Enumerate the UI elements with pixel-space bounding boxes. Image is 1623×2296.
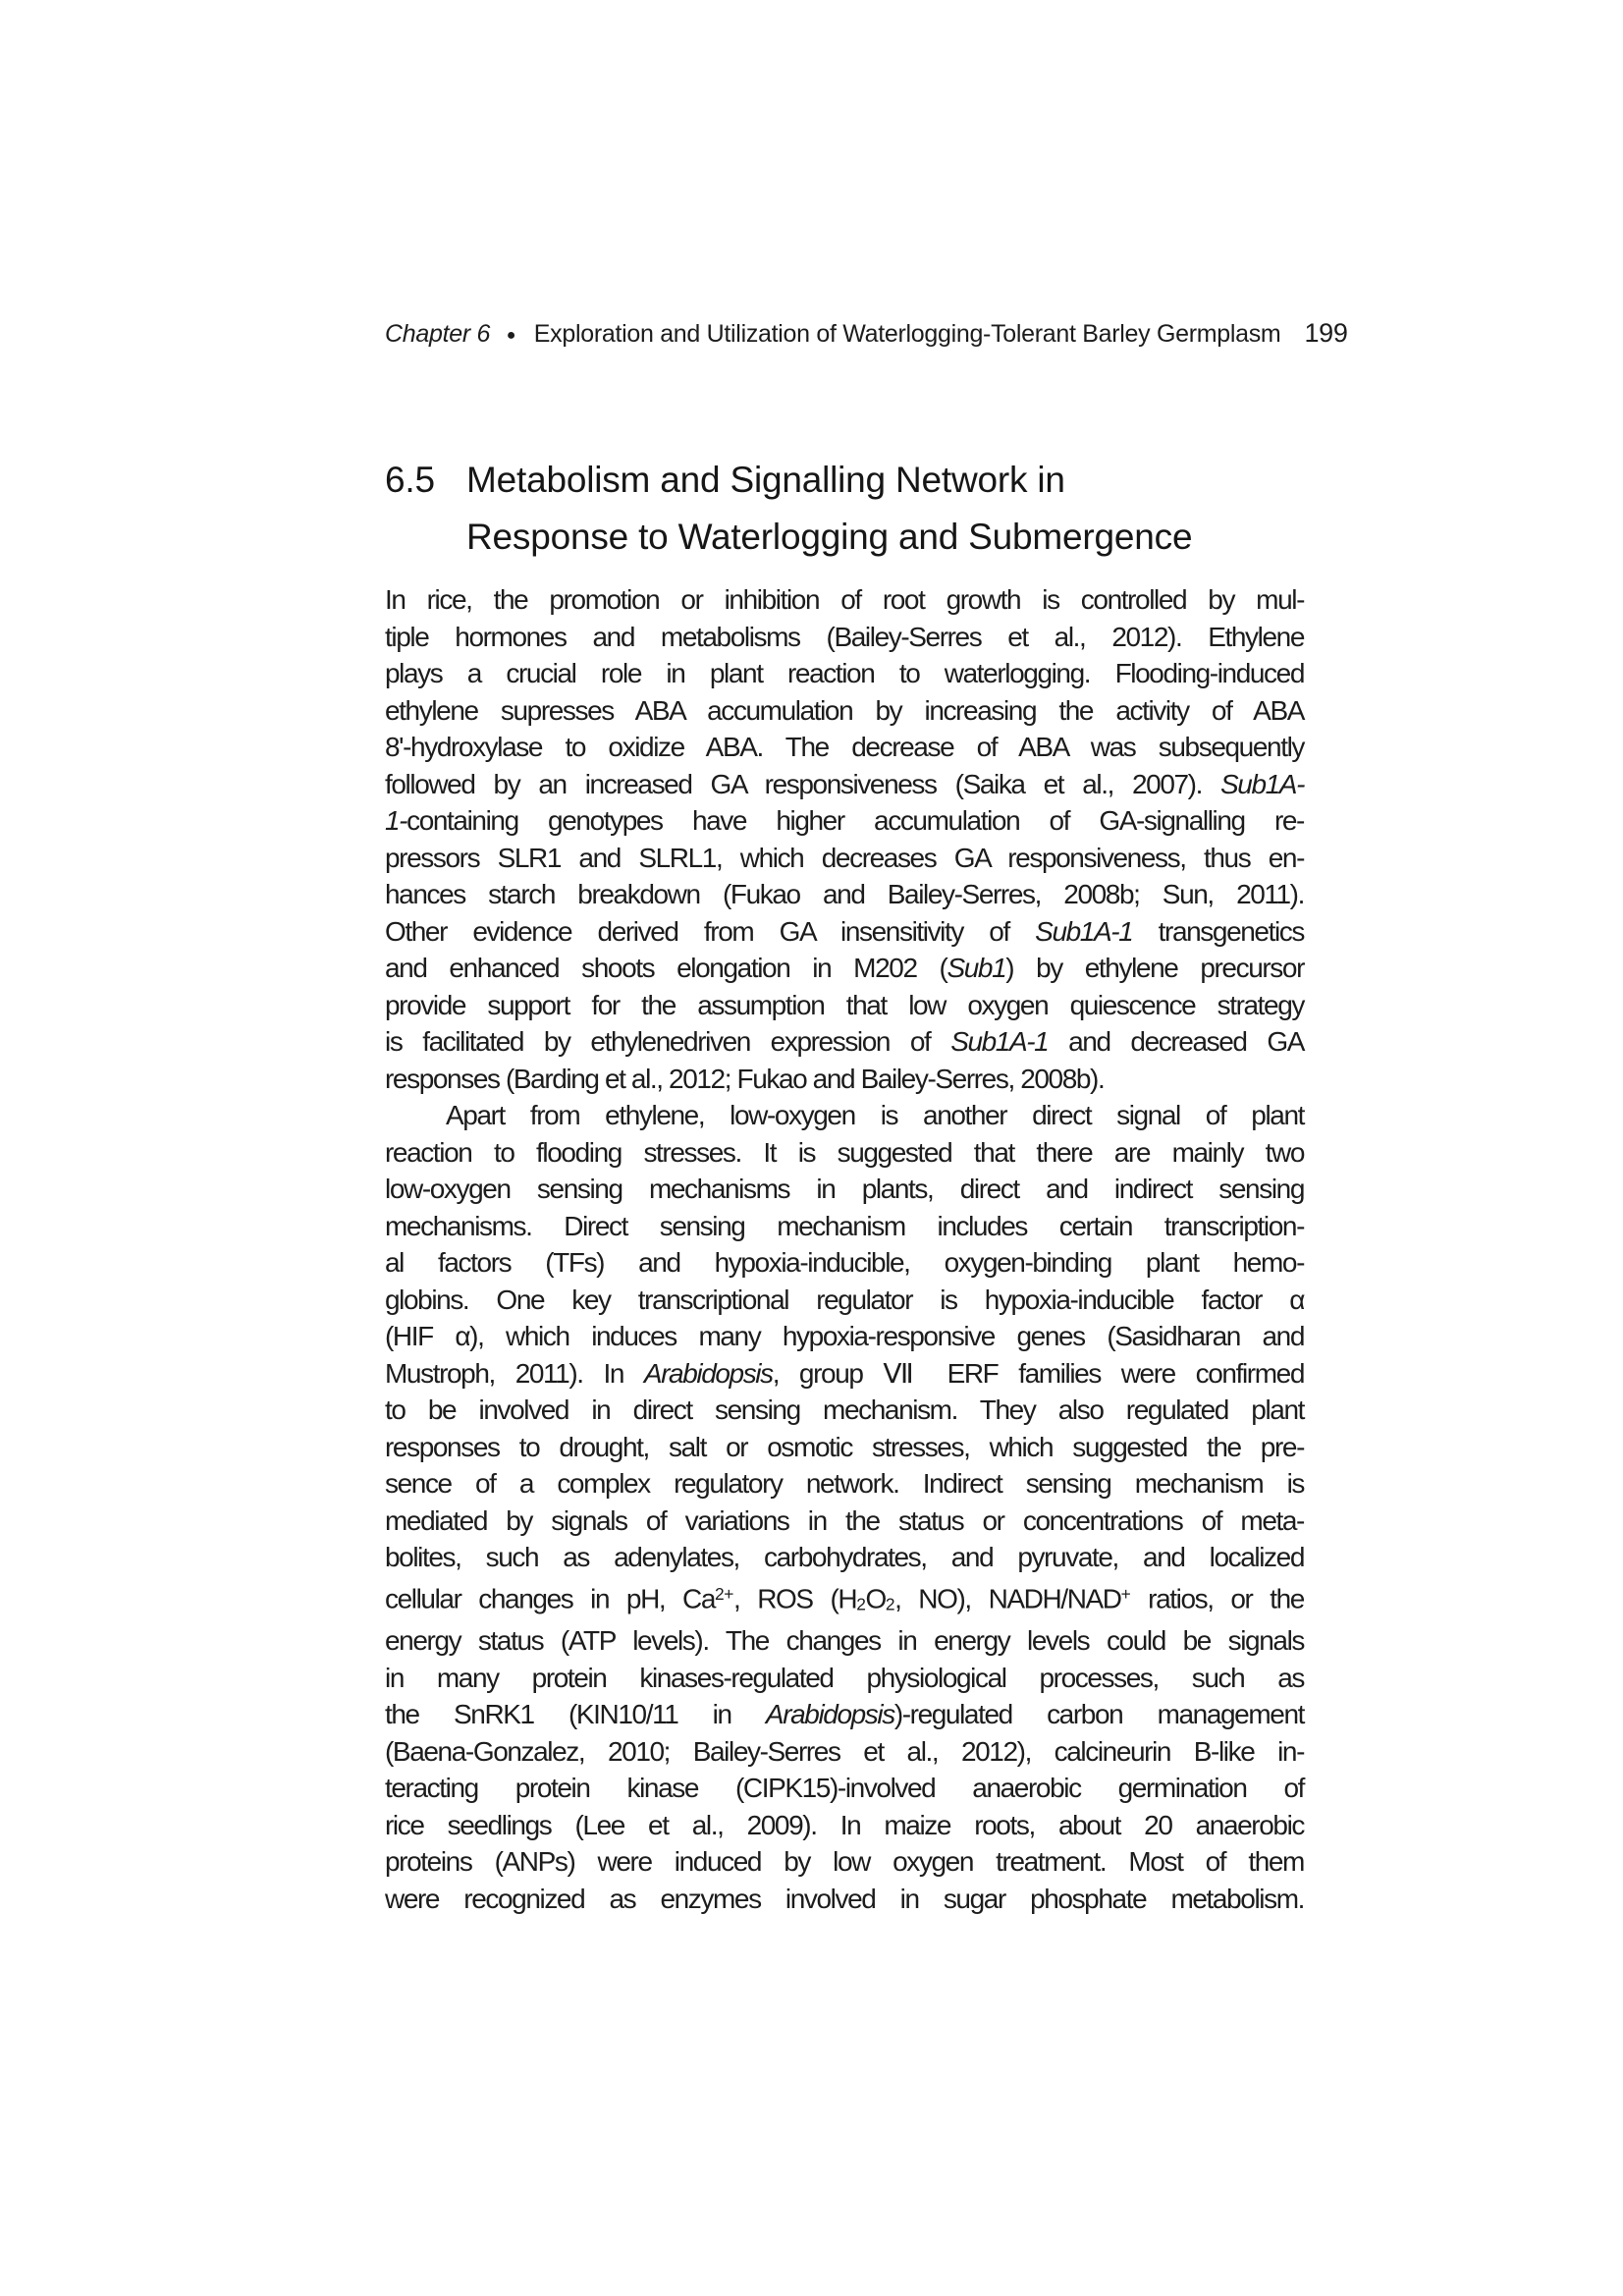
body-line bbox=[385, 913, 1304, 951]
text-run: tiple hormones and metabolisms (Bailey-Serres et al., 2012). Ethylene bbox=[385, 621, 1304, 652]
text-run: proteins (ANPs) were induced by low oxygen treatment. Most of them bbox=[385, 1846, 1304, 1878]
body-line bbox=[385, 1061, 1304, 1098]
body-line bbox=[385, 1208, 1304, 1245]
italic-text: Sub1A-1 bbox=[950, 1026, 1049, 1057]
text-run: ratios, or the bbox=[1130, 1582, 1304, 1613]
text-run: pressors SLR1 and SLRL1, which decreases GA responsiveness, thus en- bbox=[385, 842, 1304, 873]
text-run: ) by ethylene precursor bbox=[1005, 953, 1304, 983]
body-line bbox=[385, 1622, 1304, 1660]
text-run: followed by an increased GA responsiveness (Saika et al., 2007). bbox=[385, 768, 1220, 799]
text-run: (HIF α), which induces many hypoxia-responsive genes (Sasidharan and bbox=[385, 1321, 1304, 1351]
body-line bbox=[385, 1282, 1304, 1319]
body-line bbox=[385, 1134, 1304, 1172]
body-line bbox=[385, 1576, 1304, 1623]
text-run: )-regulated carbon management bbox=[893, 1699, 1305, 1730]
text-run: plays a crucial role in plant reaction to waterlogging. Flooding-induced bbox=[385, 658, 1304, 688]
text-run: , ROS (H bbox=[733, 1582, 857, 1613]
text-run: al factors (TFs) and hypoxia-inducible, oxygen-binding plant hemo- bbox=[385, 1247, 1304, 1278]
body-line bbox=[385, 840, 1304, 877]
running-title: Exploration and Utilization of Waterlogging-Tolerant Barley Germplasm bbox=[533, 320, 1281, 348]
body-line bbox=[385, 1023, 1304, 1061]
body-line bbox=[385, 692, 1304, 730]
text-run: in many protein kinases-regulated physiological processes, such as bbox=[385, 1662, 1304, 1693]
text-run: reaction to flooding stresses. It is suggested that there are mainly two bbox=[385, 1136, 1304, 1168]
body-line bbox=[385, 987, 1304, 1024]
italic-text: Sub1A- bbox=[1220, 768, 1304, 799]
text-run: In rice, the promotion or inhibition of root growth is controlled by mul- bbox=[385, 584, 1304, 615]
body-line bbox=[385, 1660, 1304, 1697]
body-line bbox=[385, 1807, 1304, 1844]
italic-text: Arabidopsis bbox=[765, 1699, 894, 1730]
running-header bbox=[385, 316, 1348, 353]
text-run: low-oxygen sensing mechanisms in plants, direct and indirect sensing bbox=[385, 1174, 1304, 1204]
sub-text: 2 bbox=[856, 1593, 866, 1613]
body-line bbox=[385, 950, 1304, 987]
running-header-text bbox=[385, 317, 1280, 353]
sup-text: 2+ bbox=[715, 1583, 734, 1604]
text-run: rice seedlings (Lee et al., 2009). In maize roots, about 20 anaerobic bbox=[385, 1809, 1304, 1840]
text-run: to be involved in direct sensing mechanism. They also regulated plant bbox=[385, 1394, 1304, 1425]
text-run: and enhanced shoots elongation in M202 ( bbox=[385, 953, 947, 983]
italic-text: Sub1 bbox=[947, 953, 1006, 983]
body-line bbox=[385, 1097, 1304, 1134]
text-run: globins. One key transcriptional regulator is hypoxia-inducible factor α bbox=[385, 1284, 1304, 1315]
text-run: , group Ⅶ ERF families were confirmed bbox=[772, 1357, 1304, 1389]
text-run: 8'-hydroxylase to oxidize ABA. The decrease of ABA was subsequently bbox=[385, 732, 1304, 762]
text-run: responses to drought, salt or osmotic stresses, which suggested the pre- bbox=[385, 1431, 1304, 1462]
body-line bbox=[385, 655, 1304, 692]
body-line bbox=[385, 581, 1304, 619]
text-run: teracting protein kinase (CIPK15)-involved anaerobic germination of bbox=[385, 1773, 1304, 1804]
italic-text: Arabidopsis bbox=[643, 1357, 773, 1389]
italic-text: Sub1A-1 bbox=[1035, 915, 1133, 947]
sup-text: + bbox=[1120, 1583, 1131, 1604]
body-line bbox=[385, 1881, 1304, 1918]
body-line bbox=[385, 1843, 1304, 1881]
body-line bbox=[385, 802, 1304, 840]
section-title-line2: Response to Waterlogging and Submergence bbox=[466, 517, 1193, 557]
text-run: sence of a complex regulatory network. Indirect sensing mechanism is bbox=[385, 1468, 1304, 1499]
text-run: (Baena-Gonzalez, 2010; Bailey-Serres et al., 2012), calcineurin B-like in- bbox=[385, 1735, 1304, 1767]
text-run: and decreased GA bbox=[1048, 1026, 1304, 1057]
text-run: Apart from ethylene, low-oxygen is another direct signal of plant bbox=[446, 1100, 1304, 1130]
body-line bbox=[385, 1770, 1304, 1807]
body-line bbox=[385, 1429, 1304, 1466]
text-run: Other evidence derived from GA insensitivity of bbox=[385, 915, 1036, 947]
text-run: hances starch breakdown (Fukao and Bailey-Serres, 2008b; Sun, 2011). bbox=[385, 879, 1304, 909]
text-run: ethylene supresses ABA accumulation by increasing the activity of ABA bbox=[385, 694, 1304, 726]
body-line bbox=[385, 876, 1304, 913]
body-line bbox=[385, 1318, 1304, 1355]
section-title-text1: Metabolism and Signalling Network in bbox=[466, 460, 1065, 500]
sub-text: 2 bbox=[885, 1593, 895, 1613]
text-run: transgenetics bbox=[1132, 915, 1304, 947]
body-line bbox=[385, 1503, 1304, 1540]
body-line bbox=[385, 1696, 1304, 1733]
body-line bbox=[385, 766, 1304, 803]
text-run: O bbox=[865, 1582, 886, 1613]
text-run: bolites, such as adenylates, carbohydrates, and pyruvate, and localized bbox=[385, 1542, 1304, 1572]
bullet-separator-icon: ● bbox=[506, 327, 516, 344]
text-run: , NO), NADH/NAD bbox=[894, 1582, 1121, 1613]
body-text bbox=[385, 581, 1304, 1917]
page-number: 199 bbox=[1304, 318, 1348, 348]
body-line bbox=[385, 1539, 1304, 1576]
text-run: Mustroph, 2011). In bbox=[385, 1357, 644, 1389]
text-run: provide support for the assumption that low oxygen quiescence strategy bbox=[385, 989, 1304, 1020]
text-run: mechanisms. Direct sensing mechanism includes certain transcription- bbox=[385, 1210, 1304, 1241]
section-title-line1 bbox=[385, 452, 1327, 509]
body-line bbox=[385, 1392, 1304, 1429]
section-title bbox=[385, 452, 1327, 566]
text-run: cellular changes in pH, Ca bbox=[385, 1582, 716, 1613]
section-number: 6.5 bbox=[385, 460, 435, 500]
body-line bbox=[385, 729, 1304, 766]
text-run: containing genotypes have higher accumulation of GA-signalling re- bbox=[406, 805, 1304, 836]
body-line bbox=[385, 619, 1304, 656]
text-run: responses (Barding et al., 2012; Fukao and Bailey-Serres, 2008b). bbox=[385, 1063, 1105, 1094]
italic-text: 1- bbox=[385, 805, 407, 836]
body-line bbox=[385, 1465, 1304, 1503]
body-line bbox=[385, 1355, 1304, 1393]
body-line bbox=[385, 1171, 1304, 1208]
text-run: is facilitated by ethylenedriven expression of bbox=[385, 1026, 951, 1057]
chapter-label: Chapter 6 bbox=[385, 320, 491, 348]
text-run: mediated by signals of variations in the status or concentrations of meta- bbox=[385, 1504, 1304, 1536]
text-run: the SnRK1 (KIN10/11 in bbox=[385, 1699, 766, 1730]
body-line bbox=[385, 1733, 1304, 1771]
body-line bbox=[385, 1244, 1304, 1282]
text-run: energy status (ATP levels). The changes in energy levels could be signals bbox=[385, 1625, 1304, 1657]
text-run: were recognized as enzymes involved in sugar phosphate metabolism. bbox=[385, 1883, 1304, 1914]
